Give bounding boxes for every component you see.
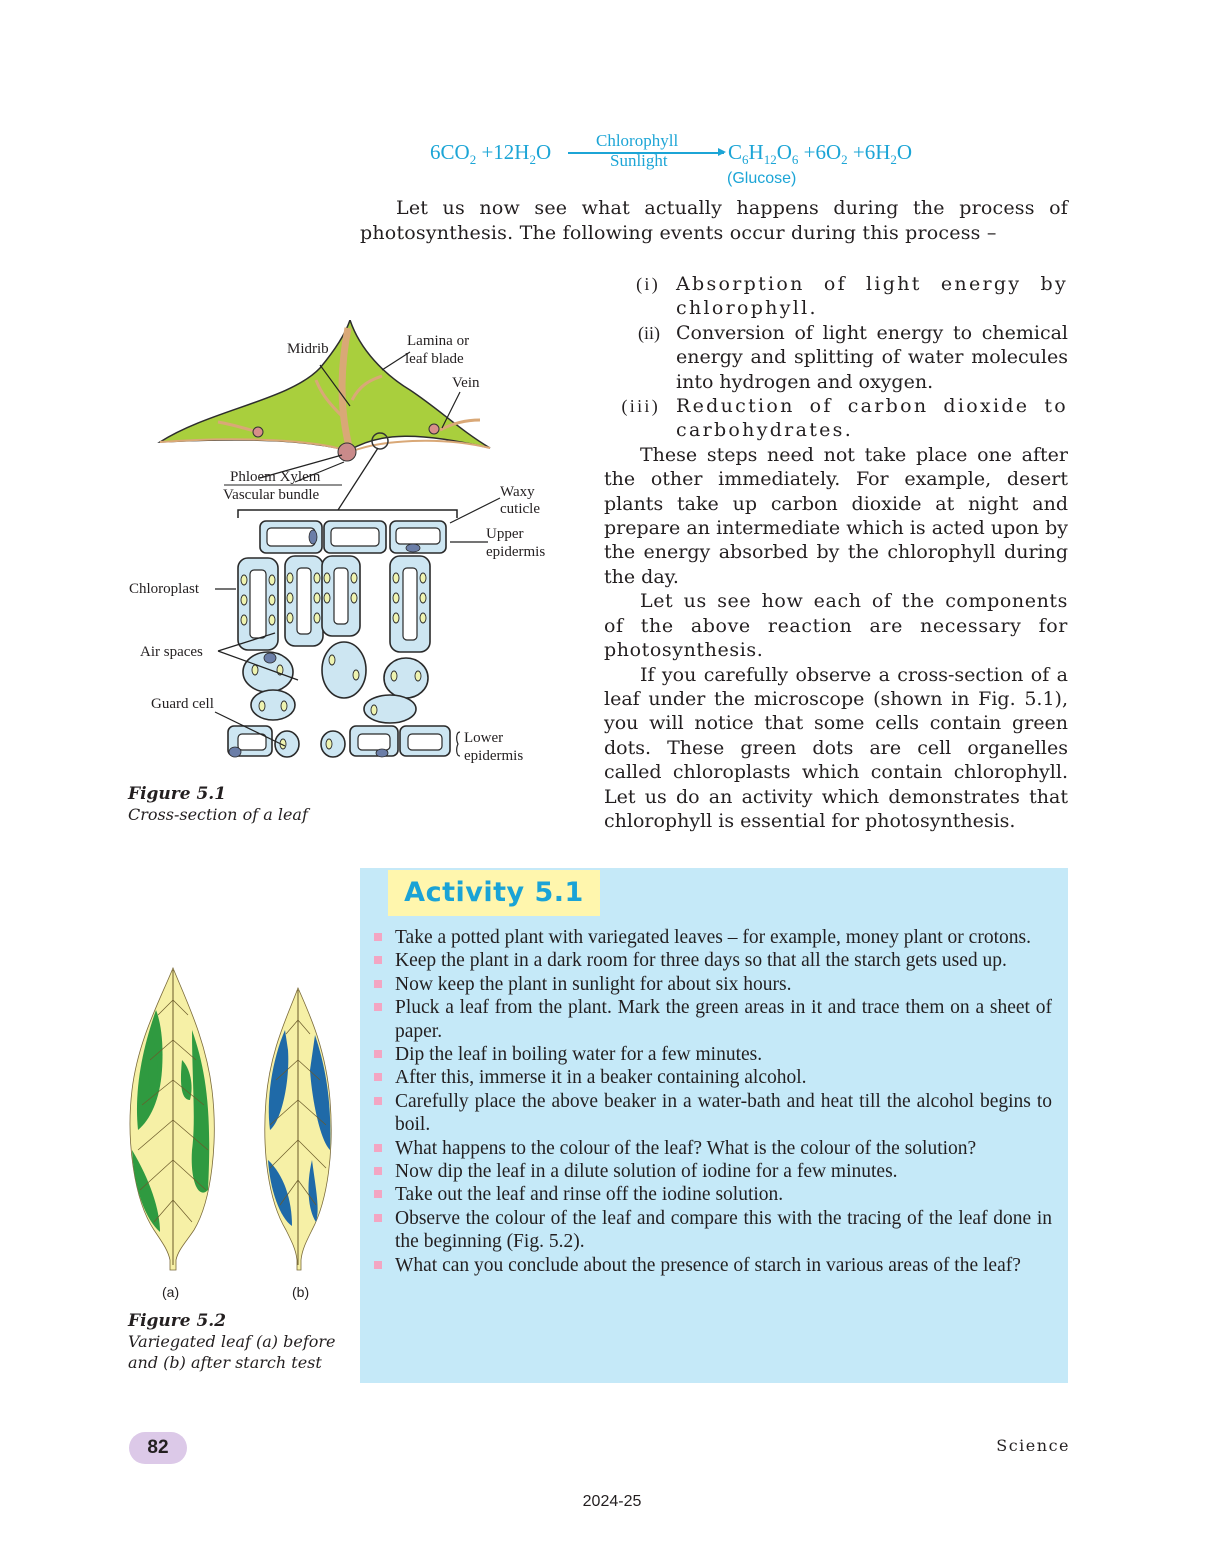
activity-title: Activity 5.1 [388, 870, 600, 916]
label-midrib: Midrib [287, 341, 329, 357]
label-phloem-xylem: Phloem Xylem [230, 469, 321, 485]
activity-box [360, 868, 1068, 1383]
list-item: Keep the plant in a dark room for three days so that all the starch gets used up. [374, 949, 1052, 972]
list-item: (ii) Conversion of light energy to chemical energy and splitting of water molecules into hydrogen and oxygen. [638, 321, 1068, 393]
square-bullet-icon [374, 1097, 382, 1105]
photosynthesis-equation [430, 130, 950, 194]
equation-condition-label: Sunlight [610, 151, 668, 170]
label-leaf-b: (b) [292, 1284, 310, 1300]
variegated-leaves-illustration [120, 960, 350, 1280]
label-cuticle: cuticle [500, 501, 540, 517]
square-bullet-icon [374, 956, 382, 964]
label-leaf-blade: leaf blade [405, 351, 464, 367]
list-item: Carefully place the above beaker in a water-bath and heat till the alcohol begins to boil. [374, 1090, 1052, 1137]
figure-title: Figure 5.1 [128, 784, 227, 804]
square-bullet-icon [374, 933, 382, 941]
list-item: After this, immerse it in a beaker containing alcohol. [374, 1066, 1052, 1089]
label-lower: Lower [464, 730, 504, 746]
label-vascular-bundle: Vascular bundle [223, 487, 320, 503]
list-item: Observe the colour of the leaf and compare this with the tracing of the leaf done in the beginning (Fig. 5.2). [374, 1207, 1052, 1254]
paragraph: Let us see how each of the components of the above reaction are necessary for photosynthesis. [604, 590, 1068, 662]
square-bullet-icon [374, 1050, 382, 1058]
glucose-label: (Glucose) [727, 170, 797, 187]
square-bullet-icon [374, 1214, 382, 1222]
label-waxy: Waxy [500, 484, 535, 500]
figure-subtitle: and (b) after starch test [128, 1353, 322, 1372]
figure-subtitle: Cross-section of a leaf [128, 805, 308, 824]
label-chloroplast: Chloroplast [129, 581, 199, 597]
square-bullet-icon [374, 1190, 382, 1198]
activity-steps-list [374, 926, 1052, 1277]
list-item: Now keep the plant in sunlight for about six hours. [374, 973, 1052, 996]
list-item: Now dip the leaf in a dilute solution of iodine for a few minutes. [374, 1160, 1052, 1183]
label-lower-epidermis: epidermis [464, 748, 524, 764]
paragraph: If you carefully observe a cross-section of a leaf under the microscope (shown in Fig. 5.1), you will notice that some cells contain green dots. These green dots are cell organelles called chloroplasts which contain chlorophyll. Let us do an activity which demonstrates that chlorophyll is essential for photosynthesis. [604, 663, 1068, 832]
list-item: Dip the leaf in boiling water for a few minutes. [374, 1043, 1052, 1066]
label-leaf-a: (a) [162, 1284, 180, 1300]
figure-5-2-caption [128, 1311, 336, 1373]
list-item: (i) Absorption of light energy by chlorophyll. [636, 273, 1068, 320]
list-item: What happens to the colour of the leaf? What is the colour of the solution? [374, 1137, 1052, 1160]
square-bullet-icon [374, 1003, 382, 1011]
paragraph: These steps need not take place one after the other immediately. For example, desert plants take up carbon dioxide at night and prepare an intermediate which is acted upon by the energy absorbed by the chlorophyll during the day. [604, 443, 1068, 588]
label-upper: Upper [486, 526, 524, 542]
photosynthesis-steps-list [604, 272, 1068, 443]
body-text-column [604, 272, 1068, 833]
list-item: Take out the leaf and rinse off the iodine solution. [374, 1183, 1052, 1206]
square-bullet-icon [374, 1144, 382, 1152]
label-guard-cell: Guard cell [151, 696, 214, 712]
label-lamina: Lamina or [407, 333, 470, 349]
square-bullet-icon [374, 1167, 382, 1175]
label-upper-epidermis: epidermis [486, 544, 546, 560]
figure-variegated-leaves [120, 960, 350, 1300]
list-item: Pluck a leaf from the plant. Mark the green areas in it and trace them on a sheet of paper. [374, 996, 1052, 1043]
label-air-spaces: Air spaces [140, 644, 203, 660]
square-bullet-icon [374, 1073, 382, 1081]
figure-subtitle: Variegated leaf (a) before [128, 1332, 336, 1351]
label-vein: Vein [452, 375, 480, 391]
square-bullet-icon [374, 1261, 382, 1269]
list-item: What can you conclude about the presence of starch in various areas of the leaf? [374, 1254, 1052, 1277]
equation-catalyst-label: Chlorophyll [596, 131, 679, 150]
figure-5-1-caption [128, 784, 308, 825]
figure-leaf-cross-section [120, 320, 580, 780]
square-bullet-icon [374, 980, 382, 988]
intro-paragraph: Let us now see what actually happens during the process of photosynthesis. The following events occur during this process – [360, 197, 1068, 244]
subject-label: Science [996, 1436, 1070, 1455]
equation-products: $C_6H_{12}O_6 +6O_2 +6H_2O$ [728, 140, 913, 168]
list-item: (iii) Reduction of carbon dioxide to carbohydrates. [621, 395, 1068, 442]
edition-year: 2024-25 [582, 1493, 642, 1510]
figure-title: Figure 5.2 [128, 1311, 227, 1331]
equation-reactants: $6CO_2 +12H_2O$ [430, 140, 552, 168]
page-number-badge: 82 [129, 1432, 187, 1464]
list-item: Take a potted plant with variegated leaves – for example, money plant or crotons. [374, 926, 1052, 949]
